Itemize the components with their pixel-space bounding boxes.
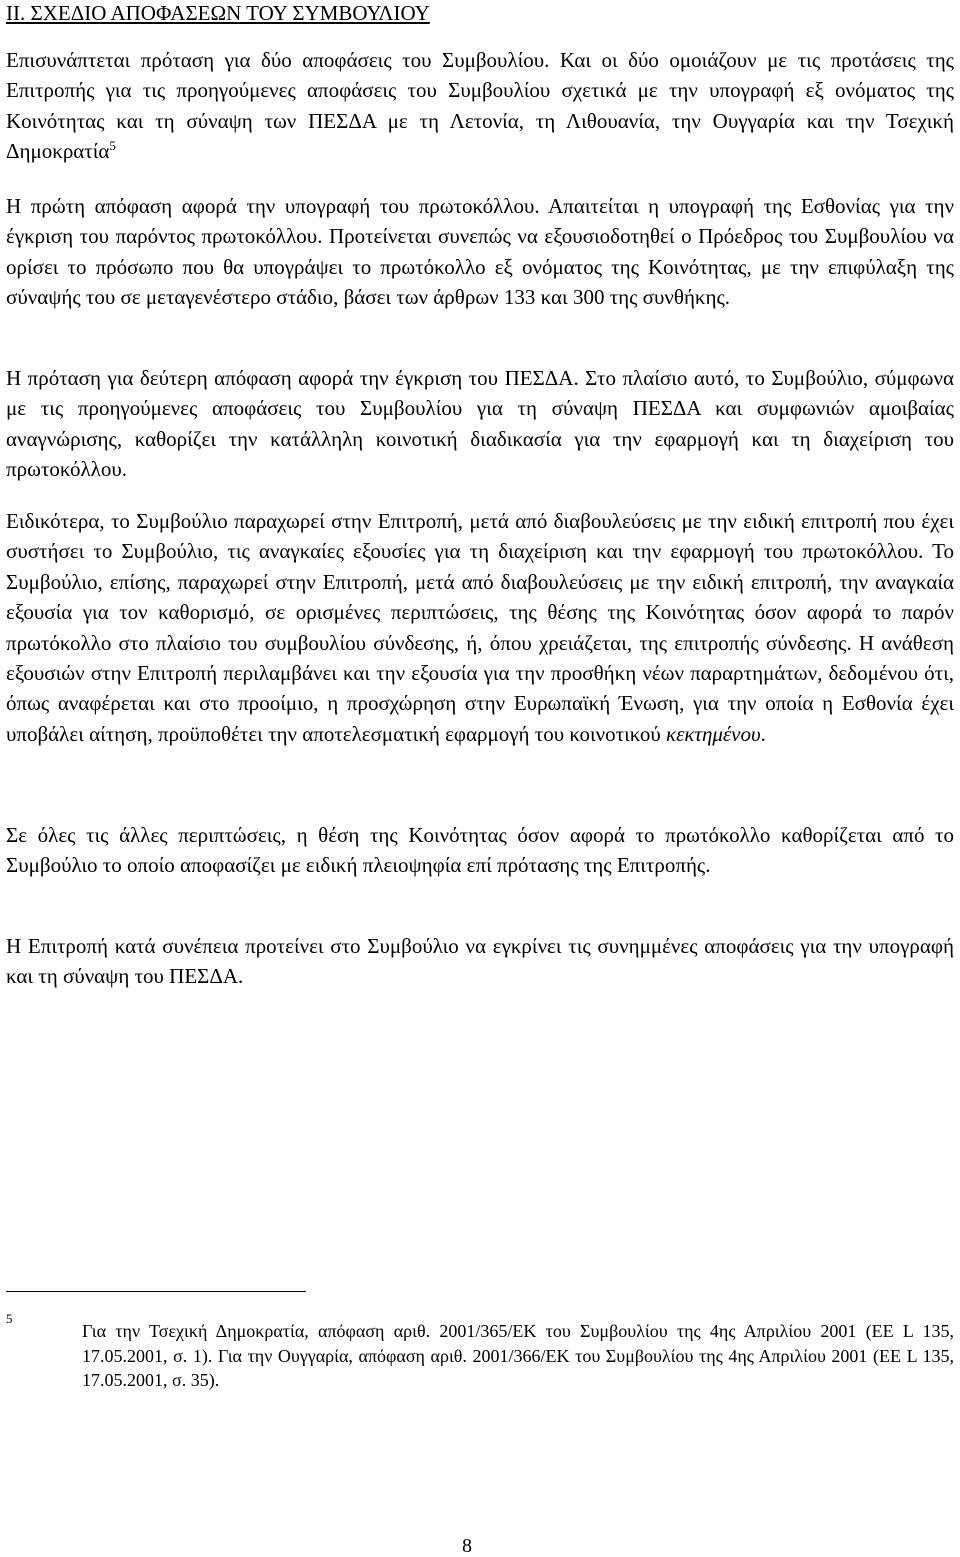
page-number: 8 <box>462 1535 472 1557</box>
footnote-separator <box>6 1291 306 1292</box>
footnote-reference[interactable]: 5 <box>109 138 116 154</box>
paragraph-first-decision: Η πρώτη απόφαση αφορά την υπογραφή του πρωτοκόλλου. Απαιτείται η υπογραφή της Εσθονίας για την έγκριση του παρόντος πρωτοκόλλου. Προτείνεται συνεπώς να εξουσιοδοτηθεί ο Πρόεδρος του Συμβουλίου να ορίσει το πρόσωπο που θα υπογράψει το πρωτόκολλο εξ ονόματος της Κοινότητας, με την επιφύλαξη της σύναψής του σε μεταγενέστερο στάδιο, βάσει των άρθρων 133 και 300 της συνθήκης. <box>6 194 954 310</box>
paragraph-specifically <box>6 506 954 749</box>
section-heading: II. ΣΧΕΔΙΟ ΑΠΟΦΑΣΕΩΝ ΤΟΥ ΣΥΜΒΟΥΛΙΟΥ <box>6 1 430 25</box>
paragraph-other-cases: Σε όλες τις άλλες περιπτώσεις, η θέση της Κοινότητας όσον αφορά το πρωτόκολλο καθορίζεται από το Συμβούλιο το οποίο αποφασίζει με ειδική πλειοψηφία επί πρότασης της Επιτροπής. <box>6 823 954 878</box>
footnote-text: Για την Τσεχική Δημοκρατία, απόφαση αριθ. 2001/365/ΕΚ του Συμβουλίου της 4ης Απριλίου 2001 (ΕΕ L 135, 17.05.2001, σ. 1). Για την Ουγγαρία, απόφαση αριθ. 2001/366/ΕΚ του Συμβουλίου της 4ης Απριλίου 2001 (ΕΕ L 135, 17.05.2001, σ. 35). <box>82 1321 954 1390</box>
italic-term: κεκτημένου <box>666 721 761 746</box>
paragraph-specifically-text: Ειδικότερα, το Συμβούλιο παραχωρεί στην Επιτροπή, μετά από διαβουλεύσεις με την ειδική επιτροπή που έχει συστήσει το Συμβούλιο, τις αναγκαίες εξουσίες για τη διαχείριση και την εφαρμογή του πρωτοκόλλου. Το Συμβούλιο, επίσης, παραχωρεί στην Επιτροπή, μετά από διαβουλεύσεις με την ειδική επιτροπή, την αναγκαία εξουσία για τον καθορισμό, σε ορισμένες περιπτώσεις, της θέσης της Κοινότητας όσον αφορά το παρόν πρωτόκολλο στο πλαίσιο του συμβουλίου σύνδεσης, ή, όπου χρειάζεται, της επιτροπής σύνδεσης. Η ανάθεση εξουσιών στην Επιτροπή περιλαμβάνει και την εξουσία για την προσθήκη νέων παραρτημάτων, δεδομένου ότι, όπως αναφέρεται και στο προοίμιο, η προσχώρηση στην Ευρωπαϊκή Ένωση, για την οποία η Εσθονία έχει υποβάλει αίτηση, προϋποθέτει την αποτελεσματική εφαρμογή του κοινοτικού <box>6 509 954 746</box>
paragraph-intro <box>6 45 954 167</box>
paragraph-end-punct: . <box>760 721 766 746</box>
footnote-mark: 5 <box>6 1311 13 1326</box>
paragraph-second-decision: Η πρόταση για δεύτερη απόφαση αφορά την έγκριση του ΠΕΣΔΑ. Στο πλαίσιο αυτό, το Συμβούλιο, σύμφωνα με τις προηγούμενες αποφάσεις του Συμβουλίου για τη σύναψη ΠΕΣΔΑ και συμφωνιών αμοιβαίας αναγνώρισης, καθορίζει την κατάλληλη κοινοτική διαδικασία για την εφαρμογή και τη διαχείριση του πρωτοκόλλου. <box>6 366 954 482</box>
paragraph-conclusion: Η Επιτροπή κατά συνέπεια προτείνει στο Συμβούλιο να εγκρίνει τις συνημμένες αποφάσεις για την υπογραφή και τη σύναψη του ΠΕΣΔΑ. <box>6 934 954 989</box>
paragraph-intro-text: Επισυνάπτεται πρόταση για δύο αποφάσεις του Συμβουλίου. Και οι δύο ομοιάζουν με τις προτάσεις της Επιτροπής για τις προηγούμενες αποφάσεις του Συμβουλίου σχετικά με την υπογραφή εξ ονόματος της Κοινότητας και τη σύναψη των ΠΕΣΔΑ με τη Λετονία, τη Λιθουανία, την Ουγγαρία και την Τσεχική Δημοκρατία <box>6 48 954 164</box>
